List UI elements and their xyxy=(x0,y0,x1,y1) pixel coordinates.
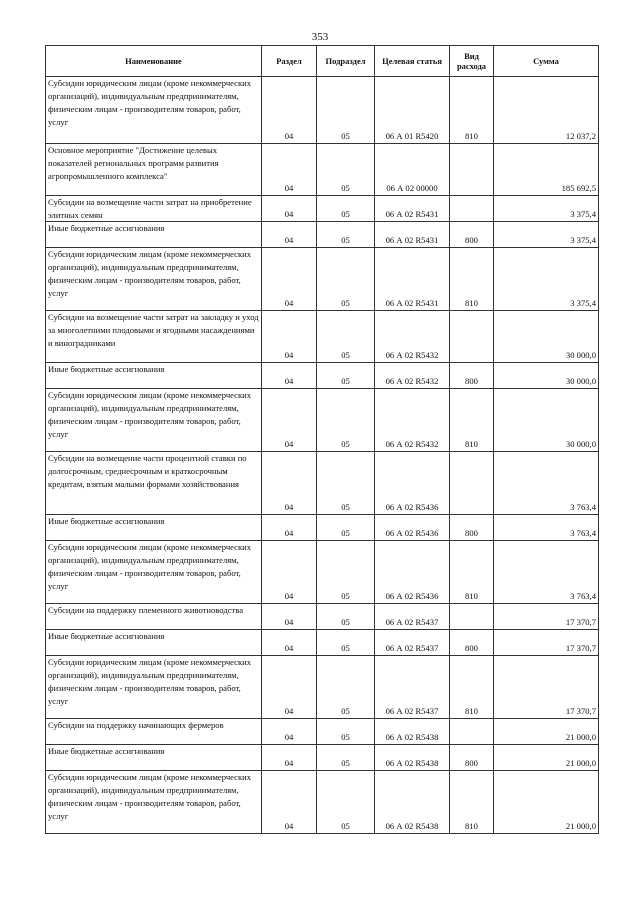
table-row xyxy=(46,656,599,719)
row-sum: 3 375,4 xyxy=(494,196,599,222)
row-name-text: Субсидии юридическим лицам (кроме некоммерческих организаций), индивидуальным предпринимателям, физическим лицам - производителям товаров, работ, услуг xyxy=(48,657,252,706)
row-subsection: 05 xyxy=(317,719,375,745)
row-name xyxy=(46,630,262,656)
row-subsection: 05 xyxy=(317,144,375,196)
row-type xyxy=(450,604,494,630)
row-type xyxy=(450,719,494,745)
row-name xyxy=(46,515,262,541)
row-target: 06 А 02 R5431 xyxy=(375,196,450,222)
row-name xyxy=(46,363,262,389)
row-name-text: Субсидии юридическим лицам (кроме некоммерческих организаций), индивидуальным предпринимателям, физическим лицам - производителям товаров, работ, услуг xyxy=(48,542,252,591)
row-type: 810 xyxy=(450,389,494,452)
row-name xyxy=(46,771,262,834)
row-target: 06 А 02 R5438 xyxy=(375,719,450,745)
row-sum: 3 763,4 xyxy=(494,515,599,541)
row-section: 04 xyxy=(262,144,317,196)
row-section: 04 xyxy=(262,452,317,515)
header-type: Вид расхода xyxy=(450,46,494,77)
row-subsection: 05 xyxy=(317,452,375,515)
row-sum: 17 370,7 xyxy=(494,604,599,630)
row-target: 06 А 02 00000 xyxy=(375,144,450,196)
row-section: 04 xyxy=(262,222,317,248)
row-name-text: Субсидии юридическим лицам (кроме некоммерческих организаций), индивидуальным предпринимателям, физическим лицам - производителям товаров, работ, услуг xyxy=(48,249,252,298)
row-section: 04 xyxy=(262,604,317,630)
row-type: 810 xyxy=(450,541,494,604)
row-sum: 30 000,0 xyxy=(494,389,599,452)
row-name xyxy=(46,656,262,719)
row-type: 810 xyxy=(450,248,494,311)
row-name xyxy=(46,604,262,630)
table-row xyxy=(46,144,599,196)
table-row xyxy=(46,745,599,771)
row-name-text: Субсидии на возмещение части затрат на закладку и уход за многолетними плодовыми и ягодными насаждениями и виноградниками xyxy=(48,312,259,348)
row-name-text: Субсидии на поддержку племенного животноводства xyxy=(48,605,244,615)
row-subsection: 05 xyxy=(317,363,375,389)
row-name-text: Иные бюджетные ассигнования xyxy=(48,631,165,641)
row-sum: 3 375,4 xyxy=(494,222,599,248)
row-sum: 21 000,0 xyxy=(494,719,599,745)
header-section: Раздел xyxy=(262,46,317,77)
row-section: 04 xyxy=(262,311,317,363)
row-type: 800 xyxy=(450,363,494,389)
row-type: 800 xyxy=(450,222,494,248)
row-name xyxy=(46,389,262,452)
row-subsection: 05 xyxy=(317,771,375,834)
row-name-text: Субсидии юридическим лицам (кроме некоммерческих организаций), индивидуальным предпринимателям, физическим лицам - производителям товаров, работ, услуг xyxy=(48,772,252,821)
row-sum: 185 692,5 xyxy=(494,144,599,196)
row-subsection: 05 xyxy=(317,604,375,630)
row-name xyxy=(46,745,262,771)
table-row xyxy=(46,630,599,656)
row-target: 06 А 02 R5437 xyxy=(375,630,450,656)
table-header-row xyxy=(46,46,599,77)
row-name xyxy=(46,248,262,311)
row-name-text: Субсидии юридическим лицам (кроме некоммерческих организаций), индивидуальным предпринимателям, физическим лицам - производителям товаров, работ, услуг xyxy=(48,390,252,439)
row-sum: 30 000,0 xyxy=(494,311,599,363)
row-name xyxy=(46,311,262,363)
row-target: 06 А 02 R5437 xyxy=(375,604,450,630)
table-row xyxy=(46,311,599,363)
row-name-text: Субсидии юридическим лицам (кроме некоммерческих организаций), индивидуальным предпринимателям, физическим лицам - производителям товаров, работ, услуг xyxy=(48,78,252,127)
table-row xyxy=(46,248,599,311)
row-type xyxy=(450,311,494,363)
row-name xyxy=(46,719,262,745)
table-row xyxy=(46,389,599,452)
row-section: 04 xyxy=(262,771,317,834)
row-subsection: 05 xyxy=(317,77,375,144)
row-type xyxy=(450,144,494,196)
row-type: 800 xyxy=(450,515,494,541)
table-row xyxy=(46,771,599,834)
row-sum: 30 000,0 xyxy=(494,363,599,389)
row-target: 06 А 02 R5432 xyxy=(375,389,450,452)
header-name: Наименование xyxy=(46,46,262,77)
row-name-text: Субсидии на возмещение части затрат на приобретение элитных семян xyxy=(48,197,252,220)
row-subsection: 05 xyxy=(317,222,375,248)
row-target: 06 А 02 R5438 xyxy=(375,771,450,834)
row-subsection: 05 xyxy=(317,389,375,452)
row-section: 04 xyxy=(262,745,317,771)
header-subsection: Подраздел xyxy=(317,46,375,77)
row-name-text: Иные бюджетные ассигнования xyxy=(48,746,165,756)
row-name-text: Субсидии на поддержку начинающих фермеров xyxy=(48,720,224,730)
row-section: 04 xyxy=(262,77,317,144)
row-name-text: Иные бюджетные ассигнования xyxy=(48,223,165,233)
table-row xyxy=(46,363,599,389)
row-sum: 3 763,4 xyxy=(494,452,599,515)
row-name-text: Иные бюджетные ассигнования xyxy=(48,516,165,526)
row-name xyxy=(46,222,262,248)
table-row xyxy=(46,719,599,745)
row-name-text: Субсидии на возмещение части процентной ставки по долгосрочным, среднесрочным и краткосрочным кредитам, взятым малыми формами хозяйствования xyxy=(48,453,247,489)
row-sum: 12 037,2 xyxy=(494,77,599,144)
row-target: 06 А 01 R5420 xyxy=(375,77,450,144)
row-sum: 21 000,0 xyxy=(494,771,599,834)
row-name xyxy=(46,541,262,604)
row-section: 04 xyxy=(262,248,317,311)
row-section: 04 xyxy=(262,541,317,604)
row-subsection: 05 xyxy=(317,311,375,363)
row-target: 06 А 02 R5432 xyxy=(375,363,450,389)
row-name xyxy=(46,77,262,144)
row-name xyxy=(46,144,262,196)
row-name-text: Иные бюджетные ассигнования xyxy=(48,364,165,374)
row-subsection: 05 xyxy=(317,248,375,311)
row-name xyxy=(46,452,262,515)
row-name-text: Основное мероприятие "Достижение целевых показателей региональных программ развития агропромышленного комплекса" xyxy=(48,145,219,181)
row-subsection: 05 xyxy=(317,656,375,719)
row-type xyxy=(450,452,494,515)
row-sum: 17 370,7 xyxy=(494,630,599,656)
row-type: 800 xyxy=(450,630,494,656)
row-type xyxy=(450,196,494,222)
row-target: 06 А 02 R5431 xyxy=(375,248,450,311)
row-section: 04 xyxy=(262,363,317,389)
row-section: 04 xyxy=(262,630,317,656)
row-section: 04 xyxy=(262,656,317,719)
row-target: 06 А 02 R5436 xyxy=(375,515,450,541)
table-row xyxy=(46,196,599,222)
row-type: 800 xyxy=(450,745,494,771)
row-subsection: 05 xyxy=(317,515,375,541)
row-type: 810 xyxy=(450,656,494,719)
row-sum: 17 370,7 xyxy=(494,656,599,719)
row-subsection: 05 xyxy=(317,541,375,604)
budget-table xyxy=(45,45,599,834)
table-row xyxy=(46,515,599,541)
row-sum: 3 375,4 xyxy=(494,248,599,311)
row-target: 06 А 02 R5436 xyxy=(375,541,450,604)
row-name xyxy=(46,196,262,222)
table-row xyxy=(46,541,599,604)
row-section: 04 xyxy=(262,196,317,222)
row-target: 06 А 02 R5436 xyxy=(375,452,450,515)
row-target: 06 А 02 R5431 xyxy=(375,222,450,248)
row-type: 810 xyxy=(450,77,494,144)
row-target: 06 А 02 R5437 xyxy=(375,656,450,719)
table-row xyxy=(46,452,599,515)
row-section: 04 xyxy=(262,719,317,745)
row-type: 810 xyxy=(450,771,494,834)
row-subsection: 05 xyxy=(317,196,375,222)
row-target: 06 А 02 R5438 xyxy=(375,745,450,771)
row-sum: 21 000,0 xyxy=(494,745,599,771)
row-target: 06 А 02 R5432 xyxy=(375,311,450,363)
table-row xyxy=(46,604,599,630)
row-subsection: 05 xyxy=(317,630,375,656)
row-section: 04 xyxy=(262,515,317,541)
row-subsection: 05 xyxy=(317,745,375,771)
row-sum: 3 763,4 xyxy=(494,541,599,604)
row-section: 04 xyxy=(262,389,317,452)
table-row xyxy=(46,77,599,144)
header-target: Целевая статья xyxy=(375,46,450,77)
page-number: 353 xyxy=(311,31,329,43)
header-sum: Сумма xyxy=(494,46,599,77)
table-row xyxy=(46,222,599,248)
